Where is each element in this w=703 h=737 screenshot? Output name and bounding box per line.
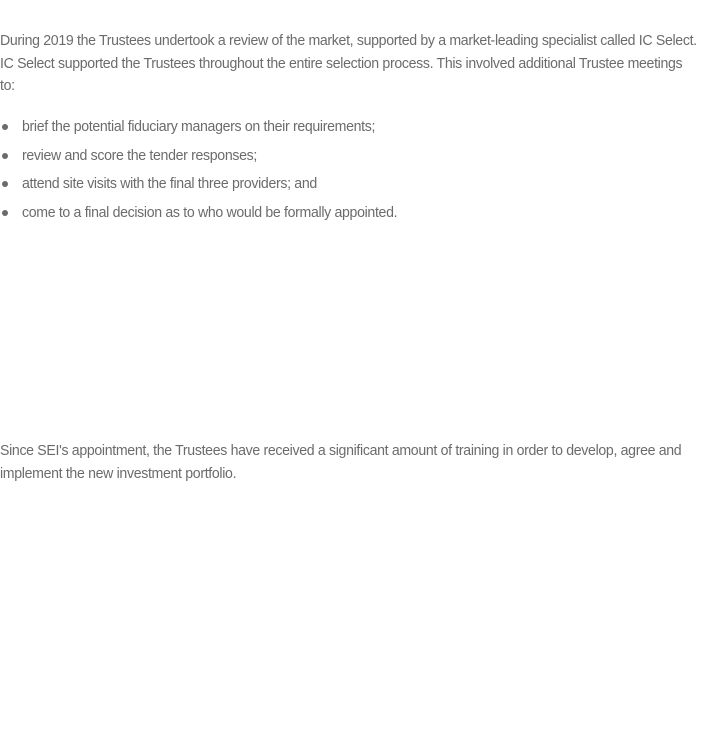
list-item-text: attend site visits with the final three providers; and [22, 175, 317, 193]
list-item-text: review and score the tender responses; [22, 146, 257, 164]
intro-paragraph: During 2019 the Trustees undertook a review of the market, supported by a market-leading specialist called IC Select. IC Select supported the Trustees throughout the entire selection process. This involved additional Trustee meetings to: [0, 32, 697, 94]
list-item-text: brief the potential fiduciary managers on their requirements; [22, 118, 376, 135]
training-paragraph: Since SEI's appointment, the Trustees have received a significant amount of training in order to develop, agree and implement the new investment portfolio. [0, 442, 682, 482]
bullet-icon [2, 181, 8, 187]
list-item-text: come to a final decision as to who would be formally appointed. [22, 203, 398, 221]
bullet-icon [2, 153, 8, 159]
bullet-icon [2, 124, 8, 130]
bullet-icon [2, 210, 8, 216]
